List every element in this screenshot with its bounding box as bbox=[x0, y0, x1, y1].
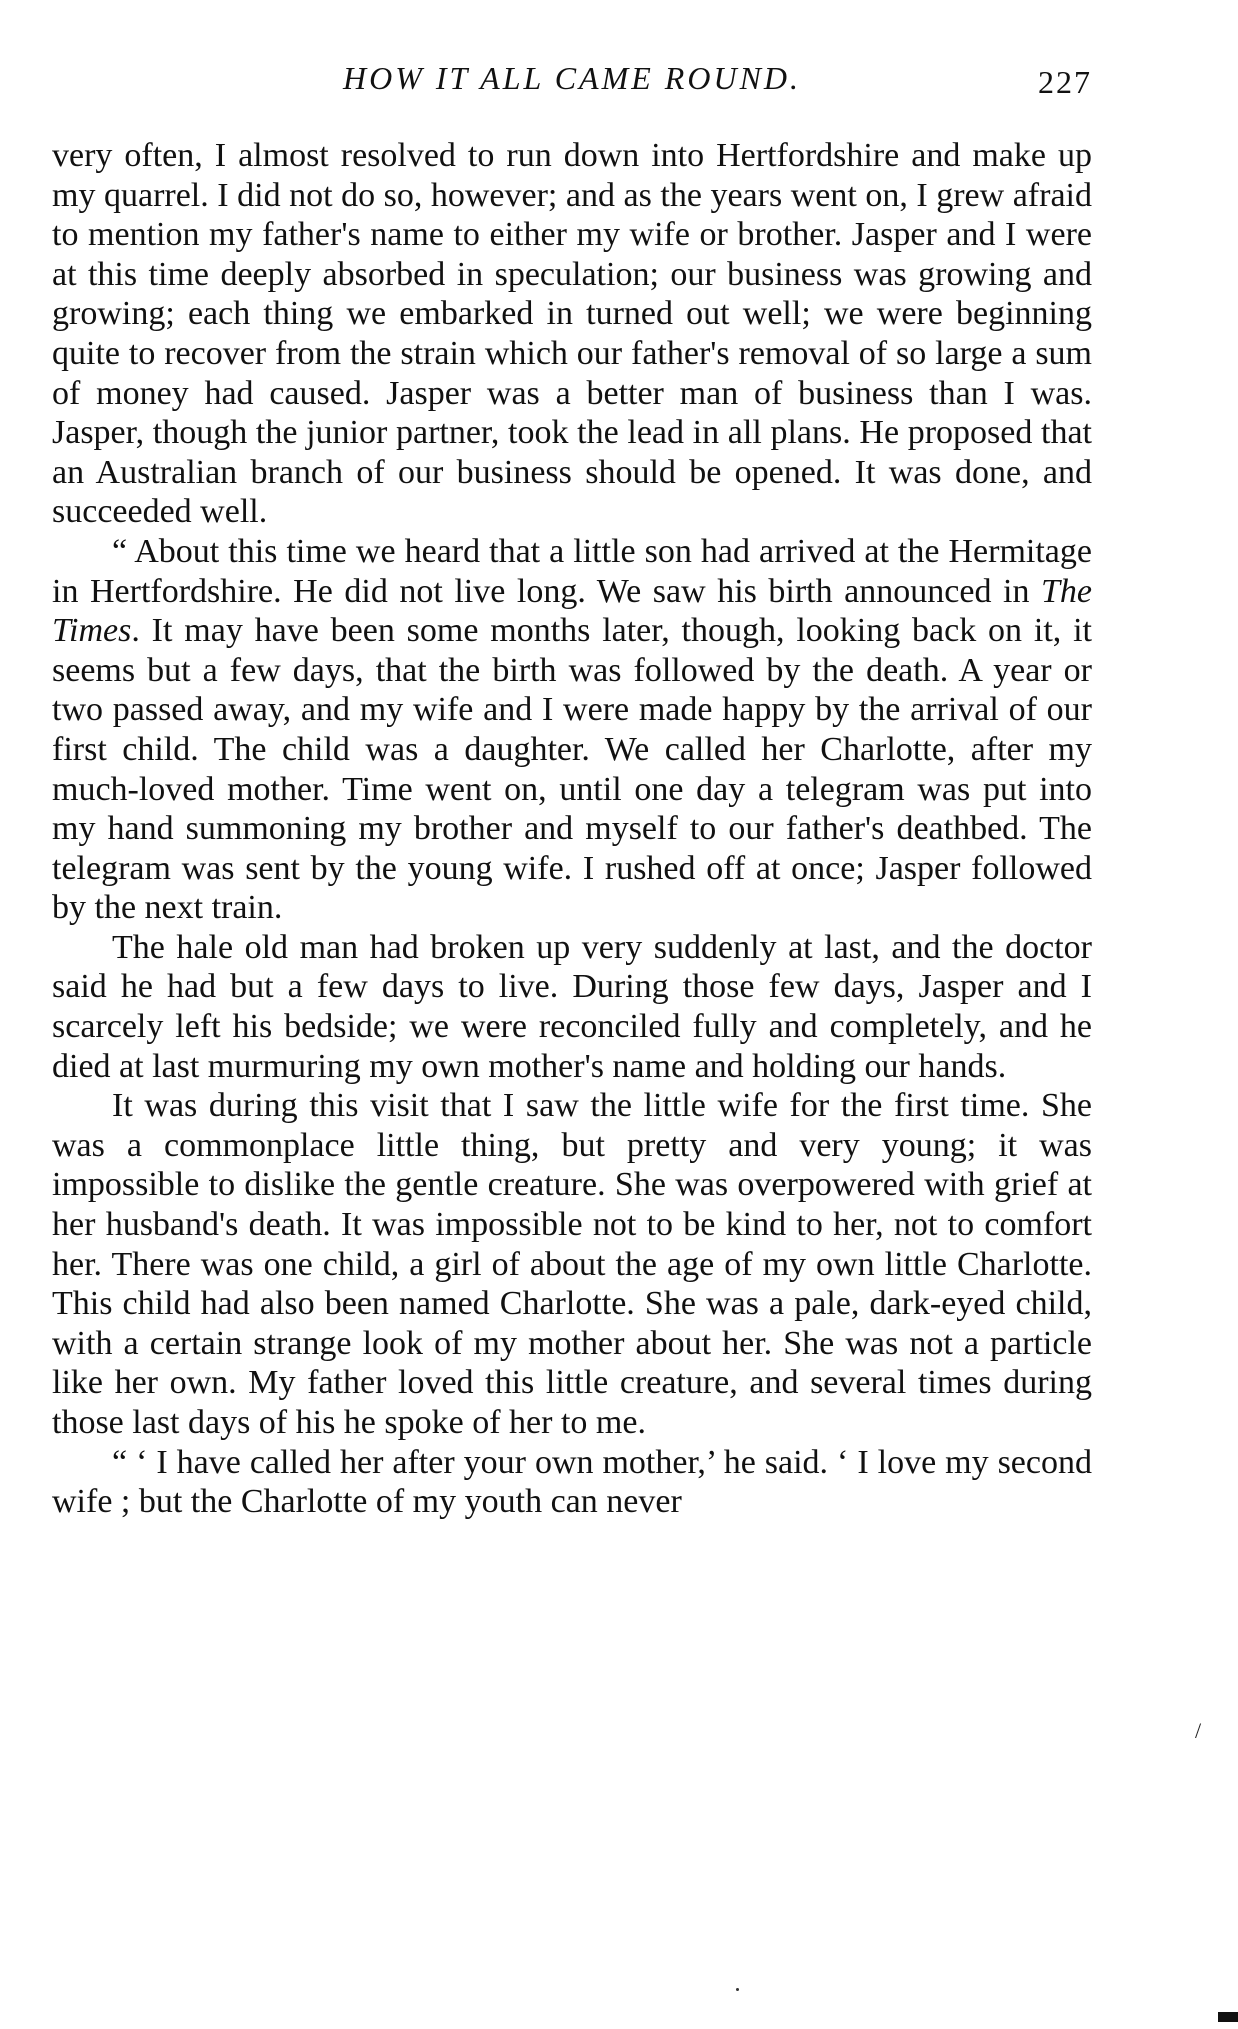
newspaper-title: The Times bbox=[52, 572, 1092, 650]
scan-edge-mark bbox=[1218, 2012, 1238, 2022]
scan-speck bbox=[736, 1988, 739, 1991]
book-page bbox=[52, 60, 1092, 1522]
body-text bbox=[52, 136, 1092, 1522]
paragraph-5: “ ‘ I have called her after your own mother,’ he said. ‘ I love my second wife ; but the Charlotte of my youth can never bbox=[52, 1443, 1092, 1521]
paragraph-3: The hale old man had broken up very suddenly at last, and the doctor said he had but a few days to live. During those few days, Jasper and I scarcely left his bedside; we were reconciled fully and completely, and he died at last murmuring my own mother's name and holding our hands. bbox=[52, 928, 1092, 1085]
running-title: HOW IT ALL CAME ROUND. bbox=[342, 60, 802, 96]
running-header bbox=[52, 60, 1092, 112]
paragraph-2-text-after: . It may have been some months later, though, looking back on it, it seems but a few days, that the birth was followed by the death. A year or two passed away, and my wife and I were made happy by the arrival of our first child. The child was a daughter. We called her Charlotte, after my much-loved mother. Time went on, until one day a telegram was put into my hand summoning my brother and myself to our father's deathbed. The telegram was sent by the young wife. I rushed off at once; Jasper followed by the next train. bbox=[52, 612, 1092, 927]
page-number: 227 bbox=[1038, 64, 1092, 100]
paragraph-1: very often, I almost resolved to run down into Hertfordshire and make up my quarrel. I did not do so, however; and as the years went on, I grew afraid to mention my father's name to either my wife or brother. Jasper and I were at this time deeply absorbed in speculation; our business was growing and growing; each thing we embarked in turned out well; we were beginning quite to recover from the strain which our father's removal of so large a sum of money had caused. Jasper was a better man of business than I was. Jasper, though the junior partner, took the lead in all plans. He proposed that an Australian branch of our business should be opened. It was done, and succeeded well. bbox=[52, 137, 1092, 531]
paragraph-4: It was during this visit that I saw the little wife for the first time. She was a commonplace little thing, but pretty and very young; it was impossible to dislike the gentle creature. She was overpowered with grief at her husband's death. It was impossible not to be kind to her, not to comfort her. There was one child, a girl of about the age of my own little Charlotte. This child had also been named Charlotte. She was a pale, dark-eyed child, with a certain strange look of my mother about her. She was not a particle like her own. My father loved this little creature, and several times during those last days of his he spoke of her to me. bbox=[52, 1087, 1092, 1441]
margin-mark: / bbox=[1195, 1718, 1202, 1743]
paragraph-2 bbox=[52, 532, 1092, 928]
paragraph-2-text-before: “ About this time we heard that a little son had arrived at the Hermitage in Hertfordshire. He did not live long. We saw his birth announced in bbox=[52, 532, 1092, 610]
